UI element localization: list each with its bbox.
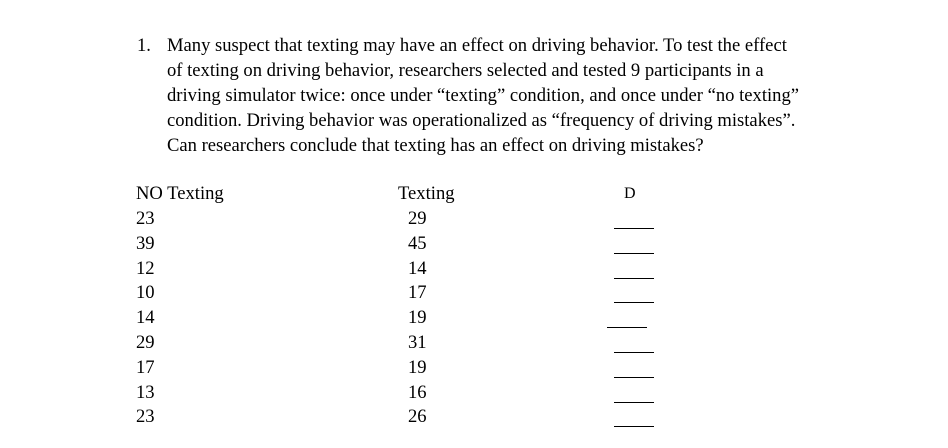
no-texting-value: 39 — [136, 232, 155, 254]
difference-blank — [614, 228, 654, 229]
no-texting-value: 12 — [136, 257, 155, 279]
texting-value: 19 — [408, 307, 427, 329]
difference-blank — [614, 426, 654, 427]
question-block — [137, 33, 857, 158]
difference-blank — [614, 352, 654, 353]
no-texting-value: 23 — [136, 208, 155, 229]
difference-blank — [614, 278, 654, 279]
texting-value: 17 — [408, 282, 427, 304]
header-texting: Texting — [398, 183, 455, 204]
no-texting-value: 23 — [136, 406, 155, 428]
header-difference: D — [624, 185, 636, 202]
difference-blank — [614, 402, 654, 403]
texting-value: 26 — [408, 406, 427, 428]
no-texting-value: 13 — [136, 381, 155, 403]
question-line: Can researchers conclude that texting has an effect on driving mistakes? — [167, 135, 704, 156]
difference-blank — [607, 327, 647, 328]
question-line: of texting on driving behavior, researchers selected and tested 9 participants in a — [167, 60, 764, 81]
question-line: condition. Driving behavior was operationalized as “frequency of driving mistakes”. — [167, 110, 796, 131]
no-texting-value: 17 — [136, 356, 155, 378]
header-no-texting: NO Texting — [136, 183, 224, 204]
texting-value: 31 — [408, 331, 427, 353]
question-line: Many suspect that texting may have an effect on driving behavior. To test the effect — [167, 35, 787, 56]
texting-value: 45 — [408, 232, 427, 254]
no-texting-value: 14 — [136, 307, 155, 329]
question-line: driving simulator twice: once under “texting” condition, and once under “no texting” — [167, 85, 799, 106]
texting-value: 19 — [408, 356, 427, 378]
question-text — [167, 33, 857, 158]
no-texting-value: 29 — [136, 331, 155, 353]
difference-blank — [614, 302, 654, 303]
texting-value: 14 — [408, 257, 427, 279]
difference-blank — [614, 253, 654, 254]
texting-values — [408, 207, 427, 430]
no-texting-values — [136, 207, 155, 430]
no-texting-value: 10 — [136, 282, 155, 304]
question-number: 1. — [137, 35, 151, 56]
texting-value: 16 — [408, 381, 427, 403]
texting-value: 29 — [408, 208, 427, 229]
difference-blank — [614, 377, 654, 378]
